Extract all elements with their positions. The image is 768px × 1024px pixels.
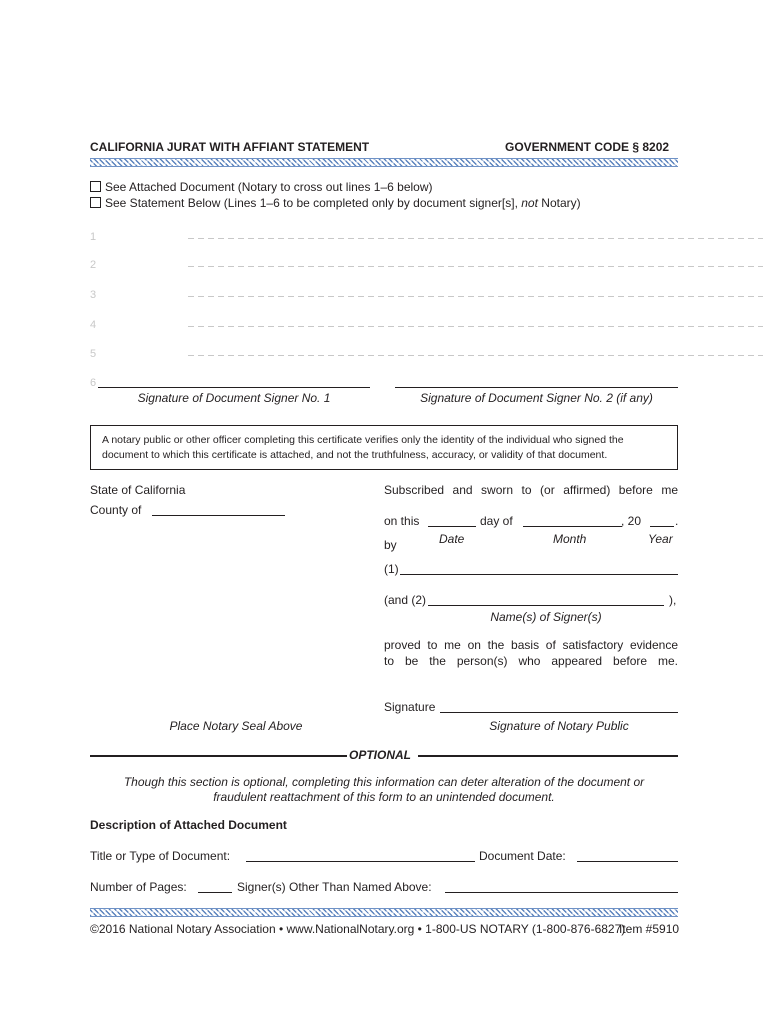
signer-1-name-field[interactable] [400, 573, 678, 575]
year-comma: . [675, 514, 679, 528]
statement-line-5[interactable] [90, 346, 678, 361]
checkbox-see-statement[interactable] [90, 197, 101, 208]
form-title: CALIFORNIA JURAT WITH AFFIANT STATEMENT [90, 140, 370, 154]
bottom-decorative-band [90, 908, 678, 917]
signer-2-caption: Signature of Document Signer No. 2 (if any) [420, 391, 653, 405]
option-see-attached-label: See Attached Document (Notary to cross out lines 1–6 below) [105, 180, 433, 194]
proved-line-2: to be the person(s) who appeared before me. [384, 654, 678, 668]
optional-note-line-2: fraudulent reattachment of this form to an unintended document. [213, 790, 555, 804]
names-caption: Name(s) of Signer(s) [490, 610, 602, 624]
on-this-label: on this [384, 514, 420, 528]
year-prefix: , 20 [621, 514, 642, 528]
option-see-statement-tail: Notary) [537, 196, 581, 210]
optional-heading: OPTIONAL [349, 748, 411, 762]
option-see-attached [90, 180, 433, 194]
month-caption: Month [553, 532, 587, 546]
line-number: 6 [90, 377, 97, 389]
signer-2-label: (and (2) [384, 593, 427, 607]
signer-2-close: ), [669, 593, 677, 607]
top-decorative-band [90, 158, 678, 167]
dashed-line [188, 266, 763, 267]
notary-signature-caption: Signature of Notary Public [489, 719, 629, 733]
signer-1-caption: Signature of Document Signer No. 1 [137, 391, 331, 405]
optional-rule-right [418, 755, 678, 757]
year-caption: Year [648, 532, 673, 546]
day-field[interactable] [428, 525, 476, 527]
year-field[interactable] [650, 525, 674, 527]
line-number: 4 [90, 319, 97, 331]
jurat-subscribed-text: Subscribed and sworn to (or affirmed) before me [384, 483, 678, 497]
statement-line-2[interactable] [90, 257, 678, 272]
document-date-field[interactable] [577, 860, 678, 862]
footer-item-number: Item #5910 [619, 922, 680, 936]
checkbox-see-attached[interactable] [90, 181, 101, 192]
line-number: 2 [90, 259, 97, 271]
signer-2-name-field[interactable] [428, 604, 664, 606]
line-number: 1 [90, 231, 97, 243]
state-label: State of California [90, 483, 186, 497]
optional-note-line-1: Though this section is optional, completing this information can deter alteration of the document or [123, 775, 645, 789]
signer-1-signature-line[interactable] [98, 386, 370, 388]
option-see-statement-label: See Statement Below (Lines 1–6 to be completed only by document signer[s], [105, 196, 522, 210]
statement-line-1[interactable] [90, 229, 678, 244]
statement-line-3[interactable] [90, 287, 678, 302]
footer-copyright: ©2016 National Notary Association • www.NationalNotary.org • 1-800-US NOTARY (1-800-876-6827) [90, 922, 626, 936]
dashed-line [188, 238, 763, 239]
notary-signature-label: Signature [384, 700, 436, 714]
statement-line-4[interactable] [90, 317, 678, 332]
other-signers-field[interactable] [445, 891, 678, 893]
line-number: 5 [90, 348, 97, 360]
document-date-label: Document Date: [479, 849, 566, 863]
month-field[interactable] [523, 525, 622, 527]
signer-1-label: (1) [384, 562, 399, 576]
proved-line-1: proved to me on the basis of satisfactory evidence [384, 638, 678, 652]
notary-seal-caption: Place Notary Seal Above [169, 719, 303, 733]
date-caption: Date [439, 532, 465, 546]
county-label: County of [90, 503, 142, 517]
by-label: by [384, 538, 397, 552]
day-of-label: day of [480, 514, 513, 528]
description-heading: Description of Attached Document [90, 818, 287, 832]
notary-signature-field[interactable] [440, 711, 678, 713]
signer-2-signature-line[interactable] [395, 386, 678, 388]
county-field[interactable] [152, 514, 285, 516]
dashed-line [188, 296, 763, 297]
option-see-statement [90, 196, 581, 210]
dashed-line [188, 355, 763, 356]
government-code: GOVERNMENT CODE § 8202 [505, 140, 670, 154]
number-of-pages-field[interactable] [198, 891, 232, 893]
other-signers-label: Signer(s) Other Than Named Above: [237, 880, 432, 894]
number-of-pages-label: Number of Pages: [90, 880, 187, 894]
optional-rule-left [90, 755, 347, 757]
dashed-line [188, 326, 763, 327]
option-not-emphasis: not [521, 196, 538, 210]
title-type-field[interactable] [246, 860, 475, 862]
line-number: 3 [90, 289, 97, 301]
notice-box: A notary public or other officer completing this certificate verifies only the identity of the individual who signed the document to which this certificate is attached, and not the truthfulness, accuracy, or validity of that document. [90, 425, 678, 470]
title-type-label: Title or Type of Document: [90, 849, 231, 863]
